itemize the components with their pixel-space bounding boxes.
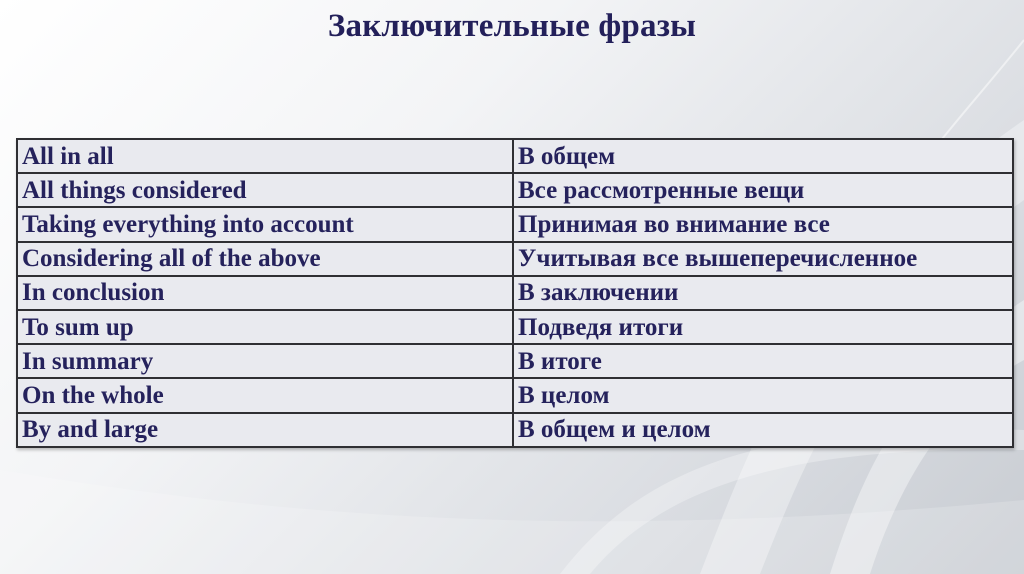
- phrase-en: All in all: [17, 139, 513, 173]
- phrase-ru: Все рассмотренные вещи: [513, 173, 1013, 207]
- phrase-en: In summary: [17, 344, 513, 378]
- phrase-en: Taking everything into account: [17, 207, 513, 241]
- phrase-en: To sum up: [17, 310, 513, 344]
- phrase-en: Considering all of the above: [17, 242, 513, 276]
- phrase-ru: Учитывая все вышеперечисленное: [513, 242, 1013, 276]
- phrase-ru: В целом: [513, 378, 1013, 412]
- table-row: [17, 344, 1013, 378]
- table-row: [17, 139, 1013, 173]
- table-row: [17, 310, 1013, 344]
- phrase-ru: В общем: [513, 139, 1013, 173]
- table-row: [17, 276, 1013, 310]
- phrase-en: By and large: [17, 413, 513, 447]
- phrase-ru: В заключении: [513, 276, 1013, 310]
- table-row: [17, 242, 1013, 276]
- table-row: [17, 173, 1013, 207]
- phrase-ru: Принимая во внимание все: [513, 207, 1013, 241]
- phrase-ru: В итоге: [513, 344, 1013, 378]
- phrase-en: In conclusion: [17, 276, 513, 310]
- table-row: [17, 207, 1013, 241]
- phrase-ru: В общем и целом: [513, 413, 1013, 447]
- slide-title: Заключительные фразы: [327, 8, 697, 44]
- phrase-en: On the whole: [17, 378, 513, 412]
- phrases-table: [16, 138, 1014, 448]
- phrase-ru: Подведя итоги: [513, 310, 1013, 344]
- phrase-en: All things considered: [17, 173, 513, 207]
- table-row: [17, 378, 1013, 412]
- table-row: [17, 413, 1013, 447]
